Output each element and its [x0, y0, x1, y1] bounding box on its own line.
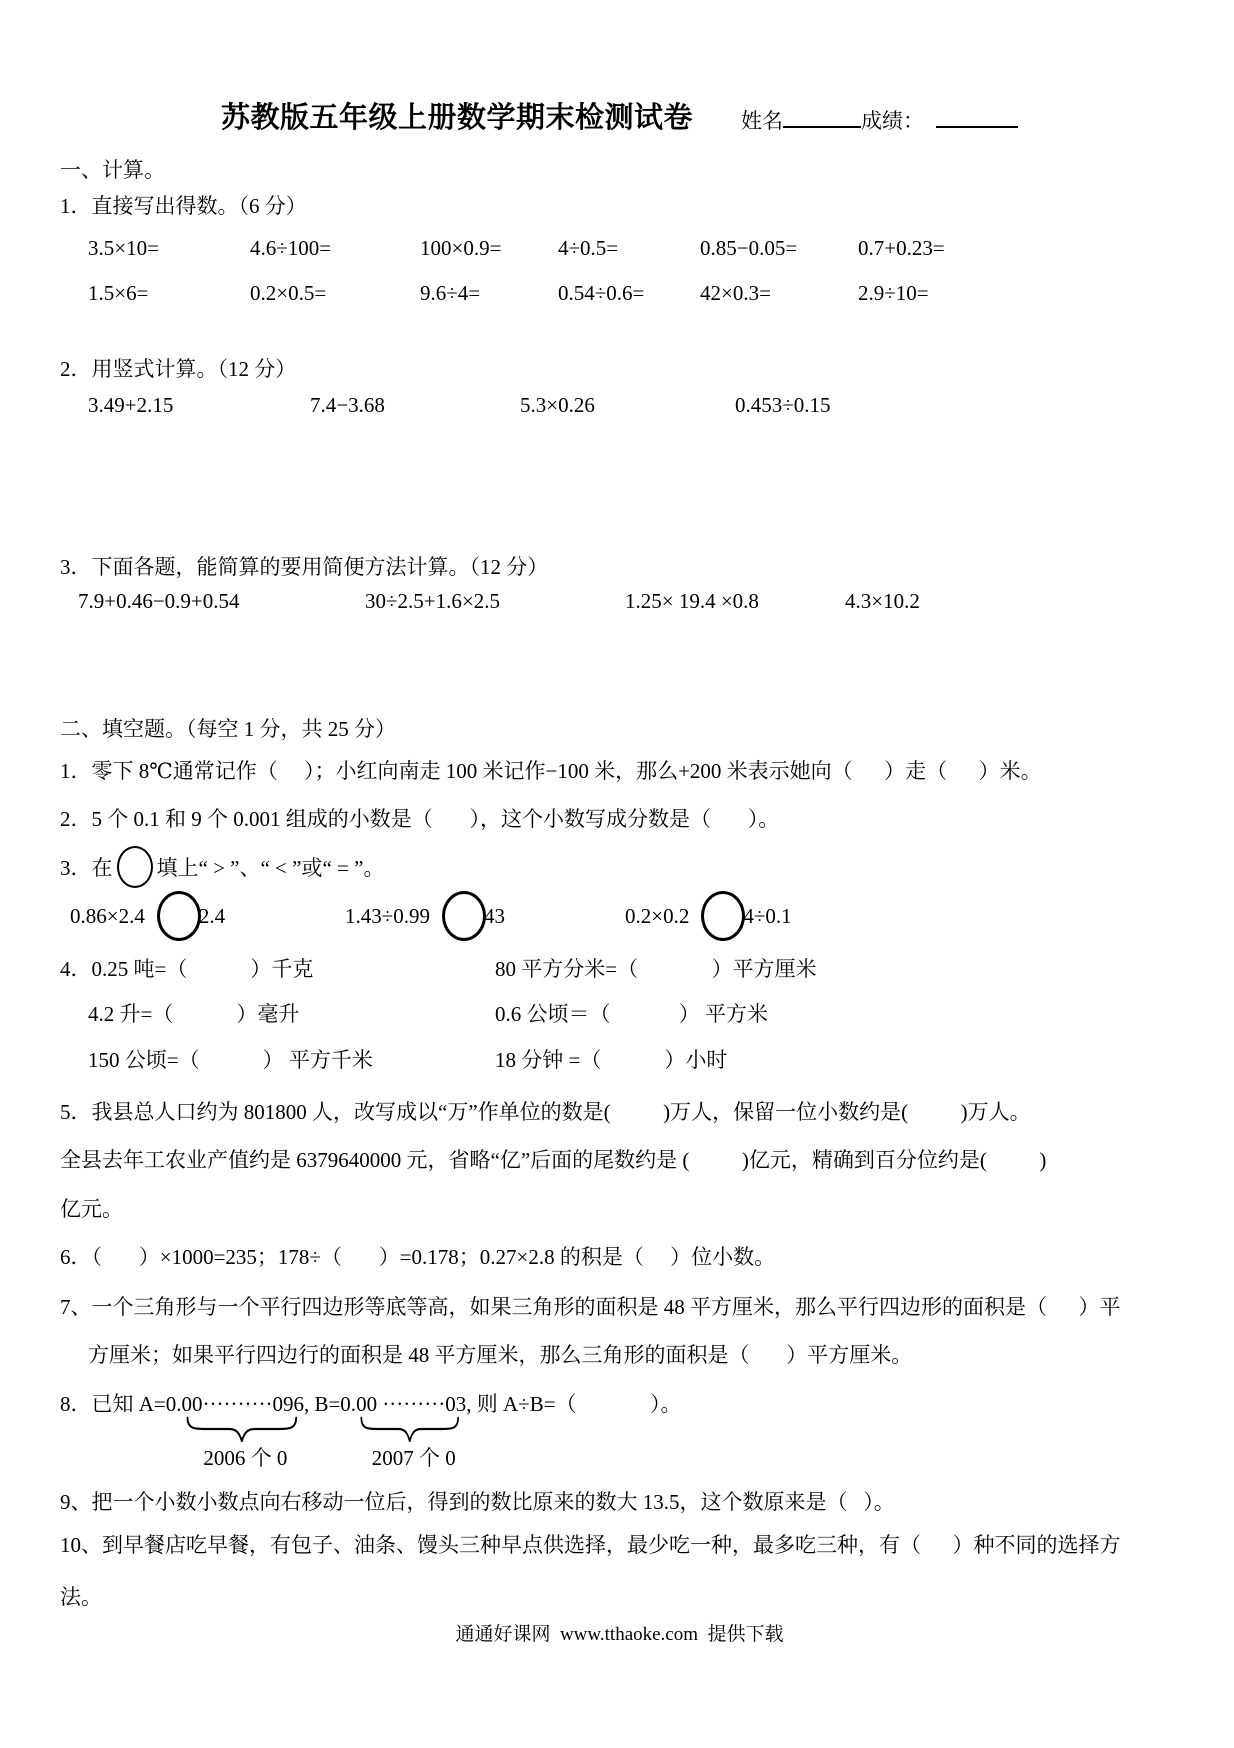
math-expression: 4.6÷100=	[250, 236, 332, 260]
exam-title: 苏教版五年级上册数学期末检测试卷	[220, 102, 693, 134]
comparison-item	[345, 891, 625, 941]
score-label: 成绩：	[861, 109, 924, 133]
conversion-item: 80 平方分米=（ ）平方厘米	[495, 957, 817, 981]
q8-prefix: 8．已知 A=0.	[60, 1392, 182, 1416]
q2-row	[60, 391, 1179, 419]
q8-suffix: 则 A÷B=（ ）。	[471, 1392, 682, 1416]
underbrace-icon	[360, 1416, 459, 1442]
math-expression: 4÷0.5=	[558, 236, 619, 260]
math-expression: 3.5×10=	[88, 236, 159, 260]
underbrace-label: 2006 个 0	[203, 1446, 288, 1470]
underbrace-icon	[186, 1416, 298, 1442]
conversion-row	[60, 1000, 1179, 1028]
conversion-item: 4.2 升=（ ）毫升	[88, 1002, 300, 1026]
fill-blank-q5-line3: 亿元。	[60, 1197, 123, 1221]
q8-digits-b: 00 ·········03,	[356, 1392, 472, 1416]
math-expression: 0.7+0.23=	[858, 236, 945, 260]
math-expression: 30÷2.5+1.6×2.5	[365, 589, 500, 613]
underbrace-label: 2007 个 0	[371, 1446, 456, 1470]
math-expression: 0.453÷0.15	[735, 393, 831, 417]
q3-prefix: 3．在	[60, 856, 113, 880]
comparison-right: 4÷0.1	[743, 903, 792, 928]
math-expression: 7.4−3.68	[310, 393, 385, 417]
score-blank-line	[936, 106, 1018, 128]
math-expression: 3.49+2.15	[88, 393, 174, 417]
q8-mid: B=0.	[309, 1392, 357, 1416]
math-expression: 4.3×10.2	[845, 589, 920, 613]
name-blank-line	[783, 106, 861, 128]
name-score-fields	[741, 104, 1018, 138]
name-label: 姓名	[741, 109, 783, 133]
q3-suffix: 填上“ > ”、“ < ”或“ = ”。	[156, 856, 385, 880]
math-expression: 0.54÷0.6=	[558, 281, 645, 305]
math-expression: 1.5×6=	[88, 281, 149, 305]
section-one-heading: 一、计算。	[60, 158, 165, 182]
fill-blank-q5-line2: 全县去年工农业产值约是 6379640000 元，省略“亿”后面的尾数约是 ( )亿元，精确到百分位约是( )	[60, 1148, 1047, 1172]
comparison-right: 2.4	[198, 903, 226, 928]
comparison-left: 1.43÷0.99	[345, 903, 431, 928]
math-expression: 7.9+0.46−0.9+0.54	[78, 589, 240, 613]
q8-group-a	[181, 1390, 310, 1470]
math-expression: 0.85−0.05=	[700, 236, 798, 260]
section-two-heading: 二、填空题。（每空 1 分，共 25 分）	[60, 717, 396, 741]
comparison-left: 0.2×0.2	[625, 903, 690, 928]
q8-digits-a: 00··········096,	[181, 1392, 310, 1416]
fill-blank-q10-line2: 法。	[60, 1585, 102, 1609]
blank-circle-icon	[701, 891, 745, 941]
blank-circle-icon	[442, 891, 486, 941]
math-expression: 2.9÷10=	[858, 281, 929, 305]
comparison-item	[70, 891, 345, 941]
comparison-row	[60, 891, 1179, 941]
q1-heading: 1．直接写出得数。（6 分）	[60, 194, 307, 218]
conversion-item: 18 分钟 =（ ）小时	[495, 1048, 728, 1072]
fill-blank-q1: 1．零下 8℃通常记作（ ）；小红向南走 100 米记作−100 米，那么+200 米表示她向（ ）走（ ）米。	[60, 759, 1042, 783]
comparison-left: 0.86×2.4	[70, 903, 145, 928]
math-expression: 9.6÷4=	[420, 281, 481, 305]
fill-blank-q7-line2: 方厘米；如果平行四边行的面积是 48 平方厘米，那么三角形的面积是（ ）平方厘米。	[88, 1343, 913, 1367]
fill-blank-q7-line1: 7、一个三角形与一个平行四边形等底等高，如果三角形的面积是 48 平方厘米，那么平行四边形的面积是（ ）平	[60, 1295, 1121, 1319]
fill-blank-q6: 6．（ ）×1000=235；178÷（ ）=0.178；0.27×2.8 的积是（ ）位小数。	[60, 1245, 776, 1269]
fill-blank-q2: 2．5 个 0.1 和 9 个 0.001 组成的小数是（ ），这个小数写成分数是（ ）。	[60, 807, 780, 831]
fill-blank-q9: 9、把一个小数小数点向右移动一位后，得到的数比原来的数大 13.5，这个数原来是（ ）。	[60, 1490, 895, 1514]
q1-row1	[60, 234, 1179, 262]
conversion-row	[60, 955, 1179, 983]
fill-blank-q8	[60, 1390, 1179, 1470]
conversion-item: 150 公顷=（ ） 平方千米	[88, 1048, 373, 1072]
math-expression: 1.25× 19.4 ×0.8	[625, 589, 759, 613]
q8-group-b	[356, 1390, 472, 1470]
math-expression: 5.3×0.26	[520, 393, 595, 417]
fill-blank-q3-heading	[60, 845, 1179, 889]
q2-heading: 2．用竖式计算。（12 分）	[60, 357, 297, 381]
math-expression: 0.2×0.5=	[250, 281, 327, 305]
conversion-item: 4．0.25 吨=（ ）千克	[60, 957, 314, 981]
comparison-item	[625, 891, 1179, 941]
q3-heading: 3．下面各题，能简算的要用简便方法计算。（12 分）	[60, 555, 549, 579]
comparison-right: 43	[484, 903, 506, 928]
conversion-item: 0.6 公顷＝（ ） 平方米	[495, 1002, 768, 1026]
fill-blank-q5-line1: 5．我县总人口约为 801800 人，改写成以“万”作单位的数是( )万人，保留一位小数约是( )万人。	[60, 1100, 1031, 1124]
q1-row2	[60, 279, 1179, 307]
blank-circle-icon	[157, 891, 201, 941]
conversion-row	[60, 1046, 1179, 1074]
header-row	[60, 98, 1179, 138]
q3-row	[60, 587, 1179, 615]
fill-blank-q10-line1: 10、到早餐店吃早餐，有包子、油条、馒头三种早点供选择，最少吃一种，最多吃三种，有（ ）种不同的选择方	[60, 1533, 1121, 1557]
footer-text: 通通好课网 www.tthaoke.com 提供下载	[455, 1624, 784, 1645]
blank-circle-icon	[117, 846, 153, 888]
math-expression: 100×0.9=	[420, 236, 502, 260]
math-expression: 42×0.3=	[700, 281, 771, 305]
